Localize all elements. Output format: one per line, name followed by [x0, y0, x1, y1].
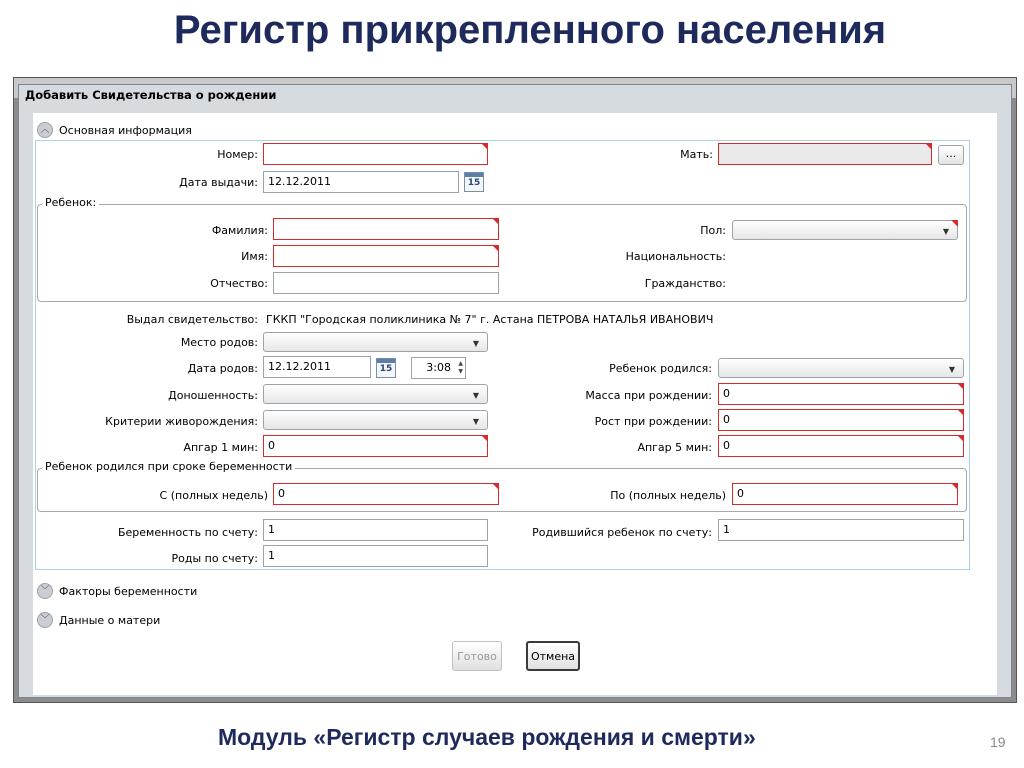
expand-down-icon[interactable]: ﹀: [37, 583, 53, 599]
dropdown-arrow-icon: ▼: [472, 339, 479, 348]
birth-time-input[interactable]: [411, 357, 466, 379]
mother-label: Мать:: [680, 148, 713, 161]
pregnancy-count-input[interactable]: 1: [263, 519, 488, 541]
from-weeks-input[interactable]: 0: [273, 483, 499, 505]
birthplace-select[interactable]: [263, 332, 488, 352]
section-mother-data[interactable]: [37, 612, 160, 628]
mother-select-button[interactable]: ...: [938, 145, 964, 165]
section-main-label: Основная информация: [59, 123, 192, 137]
child-count-input[interactable]: 1: [718, 519, 964, 541]
name-input[interactable]: [273, 245, 499, 267]
birth-date-label: Дата родов:: [187, 362, 258, 375]
expand-down-icon[interactable]: ﹀: [37, 612, 53, 628]
birthplace-label: Место родов:: [180, 336, 258, 349]
child-group-legend: Ребенок:: [42, 196, 99, 209]
to-weeks-label: По (полных недель): [610, 489, 726, 502]
child-born-select[interactable]: [718, 358, 964, 378]
issuer-value: ГККП "Городская поликлиника № 7" г. Астана ПЕТРОВА НАТАЛЬЯ ИВАНОВИЧ: [266, 313, 714, 326]
collapse-up-icon[interactable]: ︿: [37, 122, 53, 138]
sex-label: Пол:: [700, 224, 726, 237]
liveborn-select[interactable]: [263, 410, 488, 430]
patronymic-label: Отчество:: [210, 277, 268, 290]
dropdown-arrow-icon: ▼: [472, 391, 479, 400]
dropdown-arrow-icon: ▼: [472, 417, 479, 426]
nationality-label: Национальность:: [625, 250, 726, 263]
height-input[interactable]: 0: [718, 409, 964, 431]
apgar5-input[interactable]: 0: [718, 435, 964, 457]
mother-input[interactable]: [718, 143, 932, 165]
number-input[interactable]: [263, 143, 488, 165]
name-label: Имя:: [241, 250, 268, 263]
to-weeks-input[interactable]: 0: [732, 483, 958, 505]
birth-date-input[interactable]: 12.12.2011: [263, 356, 371, 378]
child-born-label: Ребенок родился:: [609, 362, 712, 375]
gestation-group-legend: Ребенок родился при сроке беременности: [42, 460, 295, 473]
apgar1-label: Апгар 1 мин:: [183, 441, 258, 454]
issuer-label: Выдал свидетельство:: [126, 313, 258, 326]
slide-title: Регистр прикрепленного населения: [173, 8, 887, 52]
cancel-button[interactable]: Отмена: [526, 641, 580, 671]
section-factors-label: Факторы беременности: [59, 584, 198, 598]
apgar1-input[interactable]: 0: [263, 435, 488, 457]
slide-footer: Модуль «Регистр случаев рождения и смерти»: [218, 724, 756, 750]
dropdown-arrow-icon: ▼: [948, 365, 955, 374]
pregnancy-count-label: Беременность по счету:: [117, 526, 258, 539]
surname-input[interactable]: [273, 218, 499, 240]
patronymic-input[interactable]: [273, 272, 499, 294]
dropdown-arrow-icon: ▼: [942, 227, 949, 236]
from-weeks-label: С (полных недель): [159, 489, 268, 502]
number-label: Номер:: [217, 148, 258, 161]
liveborn-label: Критерии живорождения:: [105, 415, 258, 428]
calendar-icon[interactable]: 15: [376, 358, 396, 378]
dialog-title: Добавить Свидетельства о рождении: [25, 88, 277, 102]
apgar5-label: Апгар 5 мин:: [637, 441, 712, 454]
section-pregnancy-factors[interactable]: [37, 583, 197, 599]
calendar-icon[interactable]: 15: [464, 172, 484, 192]
weight-input[interactable]: 0: [718, 383, 964, 405]
section-main-info[interactable]: [37, 122, 192, 138]
sex-select[interactable]: [732, 220, 958, 240]
delivery-count-label: Роды по счету:: [171, 552, 258, 565]
section-mother-label: Данные о матери: [59, 613, 161, 627]
weight-label: Масса при рождении:: [585, 389, 712, 402]
term-label: Доношенность:: [168, 389, 258, 402]
done-button[interactable]: Готово: [452, 641, 502, 671]
spinner-arrows-icon[interactable]: ▲ ▼: [458, 360, 463, 375]
height-label: Рост при рождении:: [594, 415, 712, 428]
issue-date-input[interactable]: 12.12.2011: [263, 171, 459, 193]
birth-time-value: 3:08: [426, 361, 451, 374]
delivery-count-input[interactable]: 1: [263, 545, 488, 567]
surname-label: Фамилия:: [211, 224, 268, 237]
term-select[interactable]: [263, 384, 488, 404]
citizenship-label: Гражданство:: [644, 277, 726, 290]
issue-date-label: Дата выдачи:: [179, 176, 258, 189]
page-number: 19: [990, 734, 1006, 750]
child-count-label: Родившийся ребенок по счету:: [532, 526, 712, 539]
